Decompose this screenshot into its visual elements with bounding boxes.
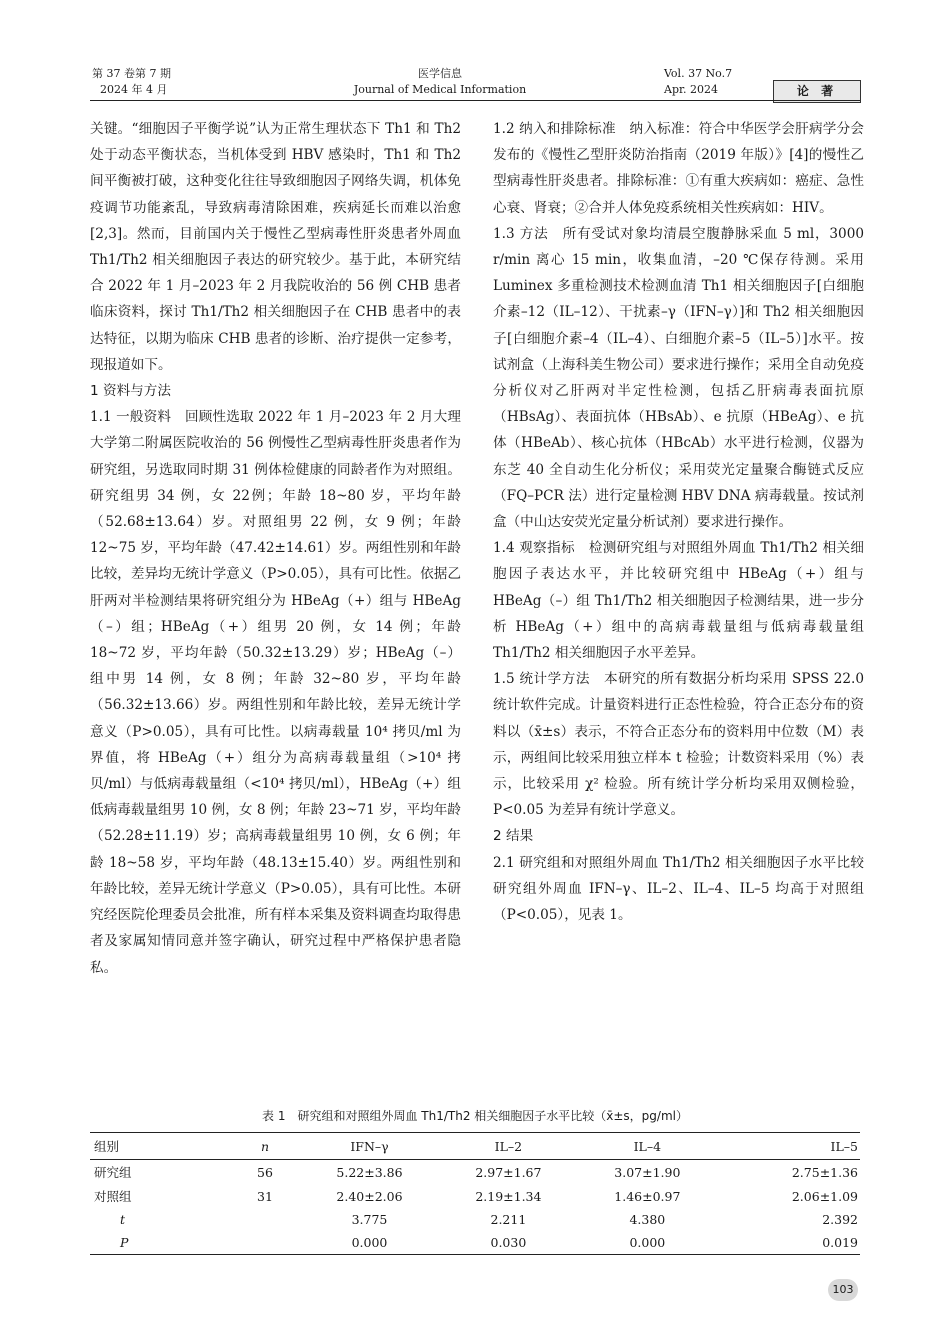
issue-date: 2024 年 4 月 — [100, 83, 168, 96]
cell-group: t — [120, 1212, 126, 1227]
header-il5: IL–5 — [717, 1133, 860, 1160]
cell-ifn: 3.775 — [351, 1212, 388, 1227]
right-column — [493, 116, 878, 928]
header-il4: IL–4 — [578, 1133, 717, 1160]
header-il2: IL–2 — [439, 1133, 578, 1160]
methods-paragraph: 1.3 方法 所有受试对象均清晨空腹静脉采血 5 ml，3000 r/min 离心 15 min，收集血清，–20 ℃保存待测。采用 Luminex 多重检测技术检测血清 Th1 相关细胞因子[白细胞介素–12（IL–12）、干扰素–γ（IFN–γ）]和 Th2 相关细胞因子[白细胞介素–4（IL–4）、白细胞介素–5（IL–5）]水平。按试剂盒（上海科美生物公司）要求进行操作；采用全自动免疫分析仪对乙肝两对半定性检测，包括乙肝病毒表面抗原（HBsAg）、表面抗体（HBsAb）、e 抗原（HBeAg）、e 抗体（HBeAb）、核心抗体（HBcAb）水平进行检测，仪器为东芝 40 全自动生化分析仪；采用荧光定量聚合酶链式反应（FQ–PCR 法）进行定量检测 HBV DNA 病毒载量。按试剂盒（中山达安荧光定量分析试剂）要求进行操作。 — [493, 225, 864, 531]
general-info-paragraph: 1.1 一般资料 回顾性选取 2022 年 1 月–2023 年 2 月大理大学第二附属医院收治的 56 例慢性乙型病毒性肝炎患者作为研究组，另选取同时期 31 例体检健康的同龄者作为对照组。研究组男 34 例，女 22例；年龄 18~80 岁，平均年龄（52.68±13.64）岁。对照组男 22 例，女 9 例；年龄 12~75 岁，平均年龄（47.42±14.61）岁。两组性别和年龄比较，差异均无统计学意义（P>0.05），具有可比性。依据乙肝两对半检测结果将研究组分为 HBeAg（+）组与 HBeAg（–）组；HBeAg（+）组男 20 例，女 14 例；年龄 18~72 岁，平均年龄（50.32±13.29）岁；HBeAg（–）组中男 14 例，女 8 例；年龄 32~80 岁，平均年龄（56.32±13.66）岁。两组性别和年龄比较，差异无统计学意义（P>0.05），具有可比性。以病毒载量 10⁴ 拷贝/ml 为界值，将 HBeAg（+）组分为高病毒载量组（>10⁴ 拷贝/ml）与低病毒载量组（<10⁴ 拷贝/ml），HBeAg（+）组低病毒载量组男 10 例，女 8 例；年龄 23~71 岁，平均年龄（52.28±11.19）岁；高病毒载量组男 10 例，女 6 例；年龄 18~58 岁，平均年龄（48.13±15.40）岁。两组性别和年龄比较，差异无统计学意义（P>0.05），具有可比性。本研究经医院伦理委员会批准，所有样本采集及资料调查均取得患者及家属知情同意并签字确认，研究过程中严格保护患者隐私。 — [90, 409, 461, 976]
volume-issue: 第 37 卷第 7 期 — [92, 67, 171, 80]
page-number: 103 — [828, 1279, 858, 1301]
section-tag: 论 著 — [773, 80, 861, 103]
cell-il4: 3.07±1.90 — [614, 1164, 681, 1180]
cell-il2: 2.211 — [490, 1212, 527, 1227]
cell-il5: 2.392 — [822, 1212, 858, 1227]
cell-group: 对照组 — [94, 1189, 132, 1204]
cell-il2: 0.030 — [439, 1231, 578, 1255]
journal-title-cn: 医学信息 — [418, 67, 462, 80]
cell-ifn: 2.40±2.06 — [336, 1188, 403, 1204]
header-group: 组别 — [90, 1133, 230, 1160]
results-paragraph: 2.1 研究组和对照组外周血 Th1/Th2 相关细胞因子水平比较 研究组外周血 IFN–γ、IL–2、IL–4、IL–5 均高于对照组（P<0.05），见表 1。 — [493, 854, 878, 924]
table-row — [90, 1231, 860, 1255]
volume-issue-en: Vol. 37 No.7 — [664, 67, 733, 80]
table-row — [90, 1160, 860, 1185]
cell-il4: 1.46±0.97 — [614, 1188, 681, 1204]
cell-n: 56 — [257, 1164, 273, 1180]
journal-issue-info-en — [664, 66, 732, 98]
left-column — [90, 116, 461, 981]
section-heading-methods: 1 资料与方法 — [90, 383, 171, 400]
criteria-paragraph: 1.2 纳入和排除标准 纳入标准：符合中华医学会肝病学分会发布的《慢性乙型肝炎防治指南（2019 年版）》[4]的慢性乙型病毒性肝炎患者。排除标准：①有重大疾病如：癌症、急性心衰、肾衰；②合并人体免疫系统相关性疾病如：HIV。 — [493, 121, 864, 216]
journal-issue-info — [92, 66, 171, 98]
intro-paragraph: 关键。“细胞因子平衡学说”认为正常生理状态下 Th1 和 Th2 处于动态平衡状态，当机体受到 HBV 感染时，Th1 和 Th2 间平衡被打破，这种变化往往导致细胞因子网络失调，机体免疫调节功能紊乱，导致病毒清除困难，疾病延长而难以治愈[2,3]。然而，目前国内关于慢性乙型病毒性肝炎患者外周血 Th1/Th2 相关细胞因子表达的研究较少。基于此，本研究结合 2022 年 1 月–2023 年 2 月我院收治的 56 例 CHB 患者临床资料，探讨 Th1/Th2 相关细胞因子在 CHB 患者中的表达特征，以期为临床 CHB 患者的诊断、治疗提供一定参考，现报道如下。 — [90, 121, 461, 373]
cell-il4: 4.380 — [629, 1212, 666, 1227]
header-divider — [90, 100, 860, 101]
statistics-paragraph: 1.5 统计学方法 本研究的所有数据分析均采用 SPSS 22.0 统计软件完成。计量资料进行正态性检验，符合正态分布的资料以（x̄±s）表示，不符合正态分布的资料用中位数（M）表示，两组间比较采用独立样本 t 检验；计数资料采用（%）表示，比较采用 χ² 检验。所有统计学分析均采用双侧检验，P<0.05 为差异有统计学意义。 — [493, 671, 864, 819]
cytokine-table — [90, 1132, 860, 1255]
table-row — [90, 1184, 860, 1208]
cell-il5: 2.75±1.36 — [791, 1164, 858, 1180]
cell-il5: 2.06±1.09 — [791, 1188, 858, 1204]
cell-n: 31 — [257, 1188, 273, 1204]
cell-n — [230, 1208, 300, 1231]
table-1 — [90, 1107, 860, 1255]
table-row — [90, 1208, 860, 1231]
cell-il4: 0.000 — [578, 1231, 717, 1255]
header-n: n — [230, 1133, 300, 1160]
journal-title — [340, 66, 540, 98]
table-caption: 表 1 研究组和对照组外周血 Th1/Th2 相关细胞因子水平比较（x̄±s，pg/ml） — [262, 1109, 688, 1123]
cell-il2: 2.97±1.67 — [475, 1164, 542, 1180]
journal-title-en: Journal of Medical Information — [353, 83, 527, 96]
cell-group: P — [90, 1231, 230, 1255]
cell-n — [230, 1231, 300, 1255]
cell-ifn: 5.22±3.86 — [336, 1164, 403, 1180]
table-header-row — [90, 1133, 860, 1160]
issue-date-en: Apr. 2024 — [664, 83, 719, 96]
cell-il2: 2.19±1.34 — [475, 1188, 542, 1204]
section-heading-results: 2 结果 — [493, 828, 534, 845]
header-ifn: IFN–γ — [300, 1133, 439, 1160]
cell-group: 研究组 — [94, 1165, 132, 1180]
cell-ifn: 0.000 — [300, 1231, 439, 1255]
observation-paragraph: 1.4 观察指标 检测研究组与对照组外周血 Th1/Th2 相关细胞因子表达水平，并比较研究组中 HBeAg（+）组与 HBeAg（–）组 Th1/Th2 相关细胞因子检测结果，进一步分析 HBeAg（+）组中的高病毒载量组与低病毒载量组 Th1/Th2 相关细胞因子水平差异。 — [493, 540, 864, 662]
cell-il5: 0.019 — [717, 1231, 860, 1255]
